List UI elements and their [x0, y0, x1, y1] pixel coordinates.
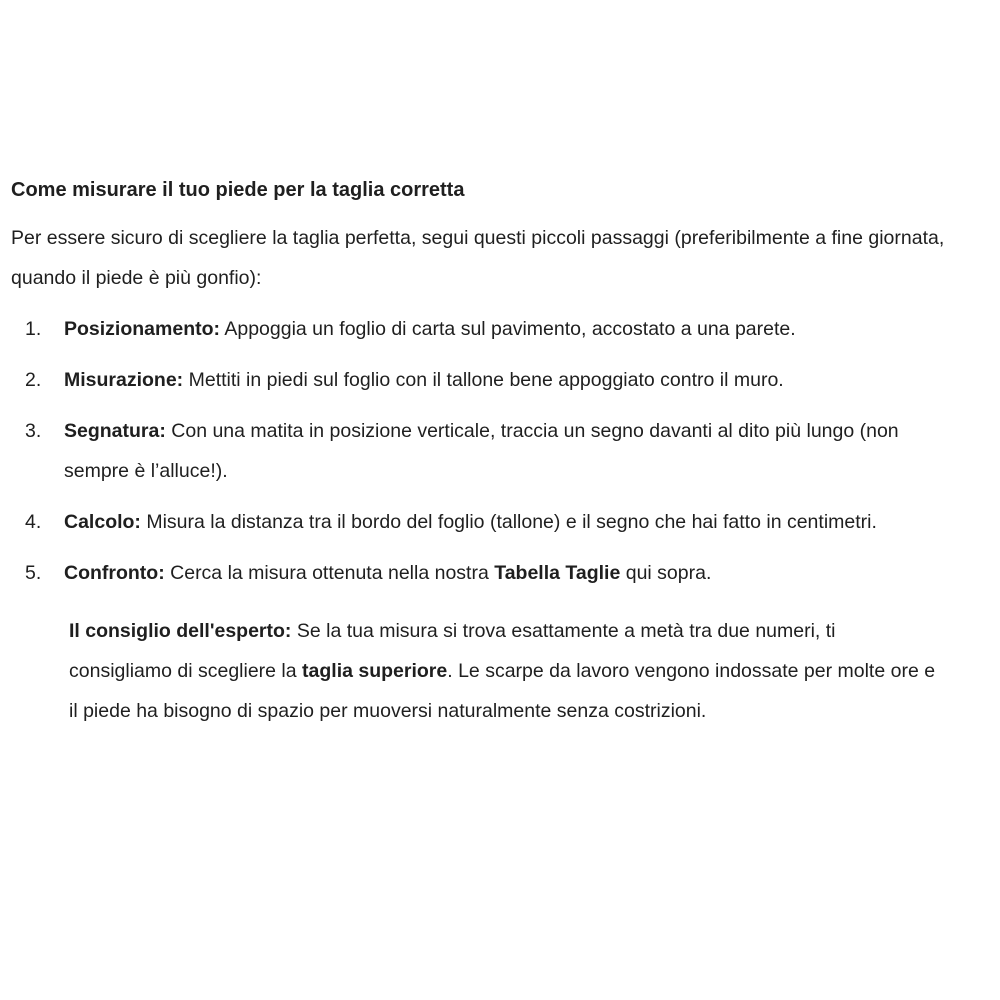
tip-title: Il consiglio dell'esperto: [69, 620, 292, 642]
step-text: Misura la distanza tra il bordo del foglio (tallone) e il segno che hai fatto in centimetri. [140, 511, 877, 533]
page-title: Come misurare il tuo piede per la taglia corretta [11, 179, 465, 201]
list-item-step-5 [11, 553, 996, 593]
step-title: Posizionamento: [64, 318, 221, 340]
step-number: 1. [25, 318, 42, 340]
step-body [64, 309, 996, 349]
size-table-reference: Tabella Taglie [494, 562, 621, 584]
step-body [64, 502, 996, 542]
step-title: Confronto: [64, 562, 165, 584]
step-body [64, 411, 996, 491]
steps-list [11, 309, 996, 593]
step-body [64, 360, 996, 400]
step-title: Calcolo: [64, 511, 141, 533]
tip-text-end: . Le scarpe da lavoro vengono indossate per molte ore e il piede ha bisogno di spazio per muoversi naturalmente senza costrizioni. [69, 660, 936, 722]
step-number: 2. [25, 369, 42, 391]
step-title: Misurazione: [64, 369, 184, 391]
tip-emphasis: taglia superiore [302, 660, 448, 682]
step-text: Cerca la misura ottenuta nella nostra [164, 562, 495, 584]
step-text: Mettiti in piedi sul foglio con il tallone bene appoggiato contro il muro. [183, 369, 784, 391]
step-title: Segnatura: [64, 420, 166, 442]
list-item-step-1 [11, 309, 996, 349]
step-body [64, 553, 996, 593]
size-guide-content [11, 172, 996, 731]
step-text: Appoggia un foglio di carta sul pavimento, accostato a una parete. [220, 318, 796, 340]
list-item-step-3 [11, 411, 996, 491]
step-text-end: qui sopra. [620, 562, 712, 584]
intro-paragraph: Per essere sicuro di scegliere la taglia perfetta, segui questi piccoli passaggi (preferibilmente a fine giornata, quando il piede è più gonfio): [11, 227, 945, 289]
step-text: Con una matita in posizione verticale, traccia un segno davanti al dito più lungo (non sempre è l’alluce!). [64, 420, 899, 482]
expert-tip [69, 611, 936, 731]
step-number: 3. [25, 420, 42, 442]
list-item-step-4 [11, 502, 996, 542]
tip-text: Se la tua misura si trova esattamente a metà tra due numeri, ti consigliamo di scegliere la [69, 620, 836, 682]
step-number: 4. [25, 511, 42, 533]
step-number: 5. [25, 562, 42, 584]
list-item-step-2 [11, 360, 996, 400]
